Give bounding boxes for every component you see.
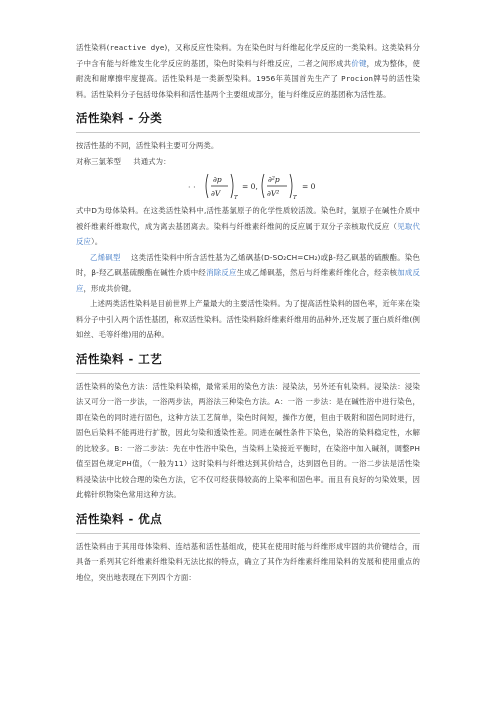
classify-paragraph-3: 式中D为母体染料。在这类活性染料中,活性基氯原子的化学性质较活泼。染色时，氯原子在碱性介质中被纤维素纤维取代，成为离去基团离去。染料与纤维素纤维间的反应属于双分子亲核取代反应（见取代反应）。 <box>76 206 420 246</box>
svg-text:∂²p: ∂²p <box>268 175 280 184</box>
link-vinyl-sulfone[interactable]: 乙烯砜型 <box>90 252 121 262</box>
svg-text:∂V: ∂V <box>211 189 221 198</box>
section-heading-advantages: 活性染料 - 优点 <box>76 511 163 526</box>
process-paragraph-1: 活性染料的染色方法：活性染料染棉，最常采用的染色方法：浸染法，另外还有轧染料。浸染法：浸染法又可分一浴一步法，一浴两步法，两浴法三种染色方法。A：一浴 一步法：是在碱性浴中进行染色，即在染色的同时进行固色，这种方法工艺简单，染色时间短，操作方便，但由于吸附和固色同时进行，固色后染料不能再进行扩散，因此匀染和透染性差。同进在碱性条件下染色，染浴的染料稳定性，水解的比较多。B：一浴二步法：先在中性浴中染色，当染料上染接近平衡时，在染浴中加入碱剂，调整PH值至固色规定PH值，（一般为11）这时染料与纤维达到其价结合，达到固色目的。一浴二步法是活性染料浸染法中比较合理的染色方法，它不仅可经获得较高的上染率和固色率。而且有良好的匀染效果，因此棉针织物染色常用这种方法。 <box>76 381 420 499</box>
classify-paragraph-5: 上述两类活性染料是目前世界上产量最大的主要活性染料。为了提高活性染料的固色率，近年来在染料分子中引入两个活性基团，称双活性染料。活性染料除纤维素纤维用的品种外,还发展了蛋白质纤维(例如丝、毛等纤维)用的品种。 <box>76 299 420 339</box>
advantages-paragraph-1: 活性染料由于其用母体染料、连结基和活性基组成，使其在使用时能与纤维形成牢固的共价键结合，而具备一系列其它纤维素纤维染料无法比拟的特点，确立了其作为纤维素纤维用染料的发展和使用重点的地位，突出地表现在下列四个方面： <box>76 541 420 582</box>
svg-text:T: T <box>293 195 297 201</box>
article-body <box>76 40 420 585</box>
link-elimination-reaction[interactable]: 消除反应 <box>206 268 237 277</box>
formula-dots: · · <box>188 183 196 192</box>
link-substitution-reaction[interactable]: 见取代反应 <box>76 221 420 246</box>
link-addition-reaction[interactable]: 加成反应 <box>76 268 421 293</box>
svg-text:T: T <box>234 195 238 201</box>
svg-text:∂p: ∂p <box>213 175 222 184</box>
section-heading-process: 活性染料 - 工艺 <box>76 351 163 366</box>
section-heading-classification: 活性染料 - 分类 <box>76 111 163 125</box>
formula-block <box>76 169 420 203</box>
svg-text:= 0: = 0 <box>302 182 316 191</box>
classify-paragraph-1: 按活性基的不同，活性染料主要可分两类。 <box>76 141 219 150</box>
svg-text:= 0,: = 0, <box>242 182 258 191</box>
section-divider <box>76 373 420 374</box>
intro-paragraph: 活性染料(reactive dye)，又称反应性染料。为在染色时与纤维起化学反应的一类染料。这类染料分子中含有能与纤维发生化学反应的基团，染色时染料与纤维反应，二者之间形成共价键，成为整体，使耐洗和耐摩擦牢度提高。活性染料是一类新型染料。1956年英国首先生产了 Procion牌号的活性染料。活性染料分子包括母体染料和活性基两个主要组成部分，能与纤维反应的基团称为活性基。 <box>76 43 421 99</box>
formula-image <box>186 169 346 203</box>
section-divider <box>76 132 420 133</box>
classify-paragraph-4: 乙烯砜型 这类活性染料中所含活性基为乙烯砜基(D-SO₂CH=CH₂)或β-羟乙砜基的硫酸酯。染色时，β-羟乙砜基硫酸酯在碱性介质中经消除反应生成乙烯砜基，然后与纤维素纤维化合，经亲核加成反应，形成共价键。 <box>76 252 421 293</box>
svg-text:∂V²: ∂V² <box>267 189 280 198</box>
section-divider <box>76 533 420 534</box>
classify-paragraph-2: 对称三氯苯型 共通式为： <box>76 156 171 166</box>
link-covalent-bond[interactable]: 价键 <box>351 58 367 68</box>
